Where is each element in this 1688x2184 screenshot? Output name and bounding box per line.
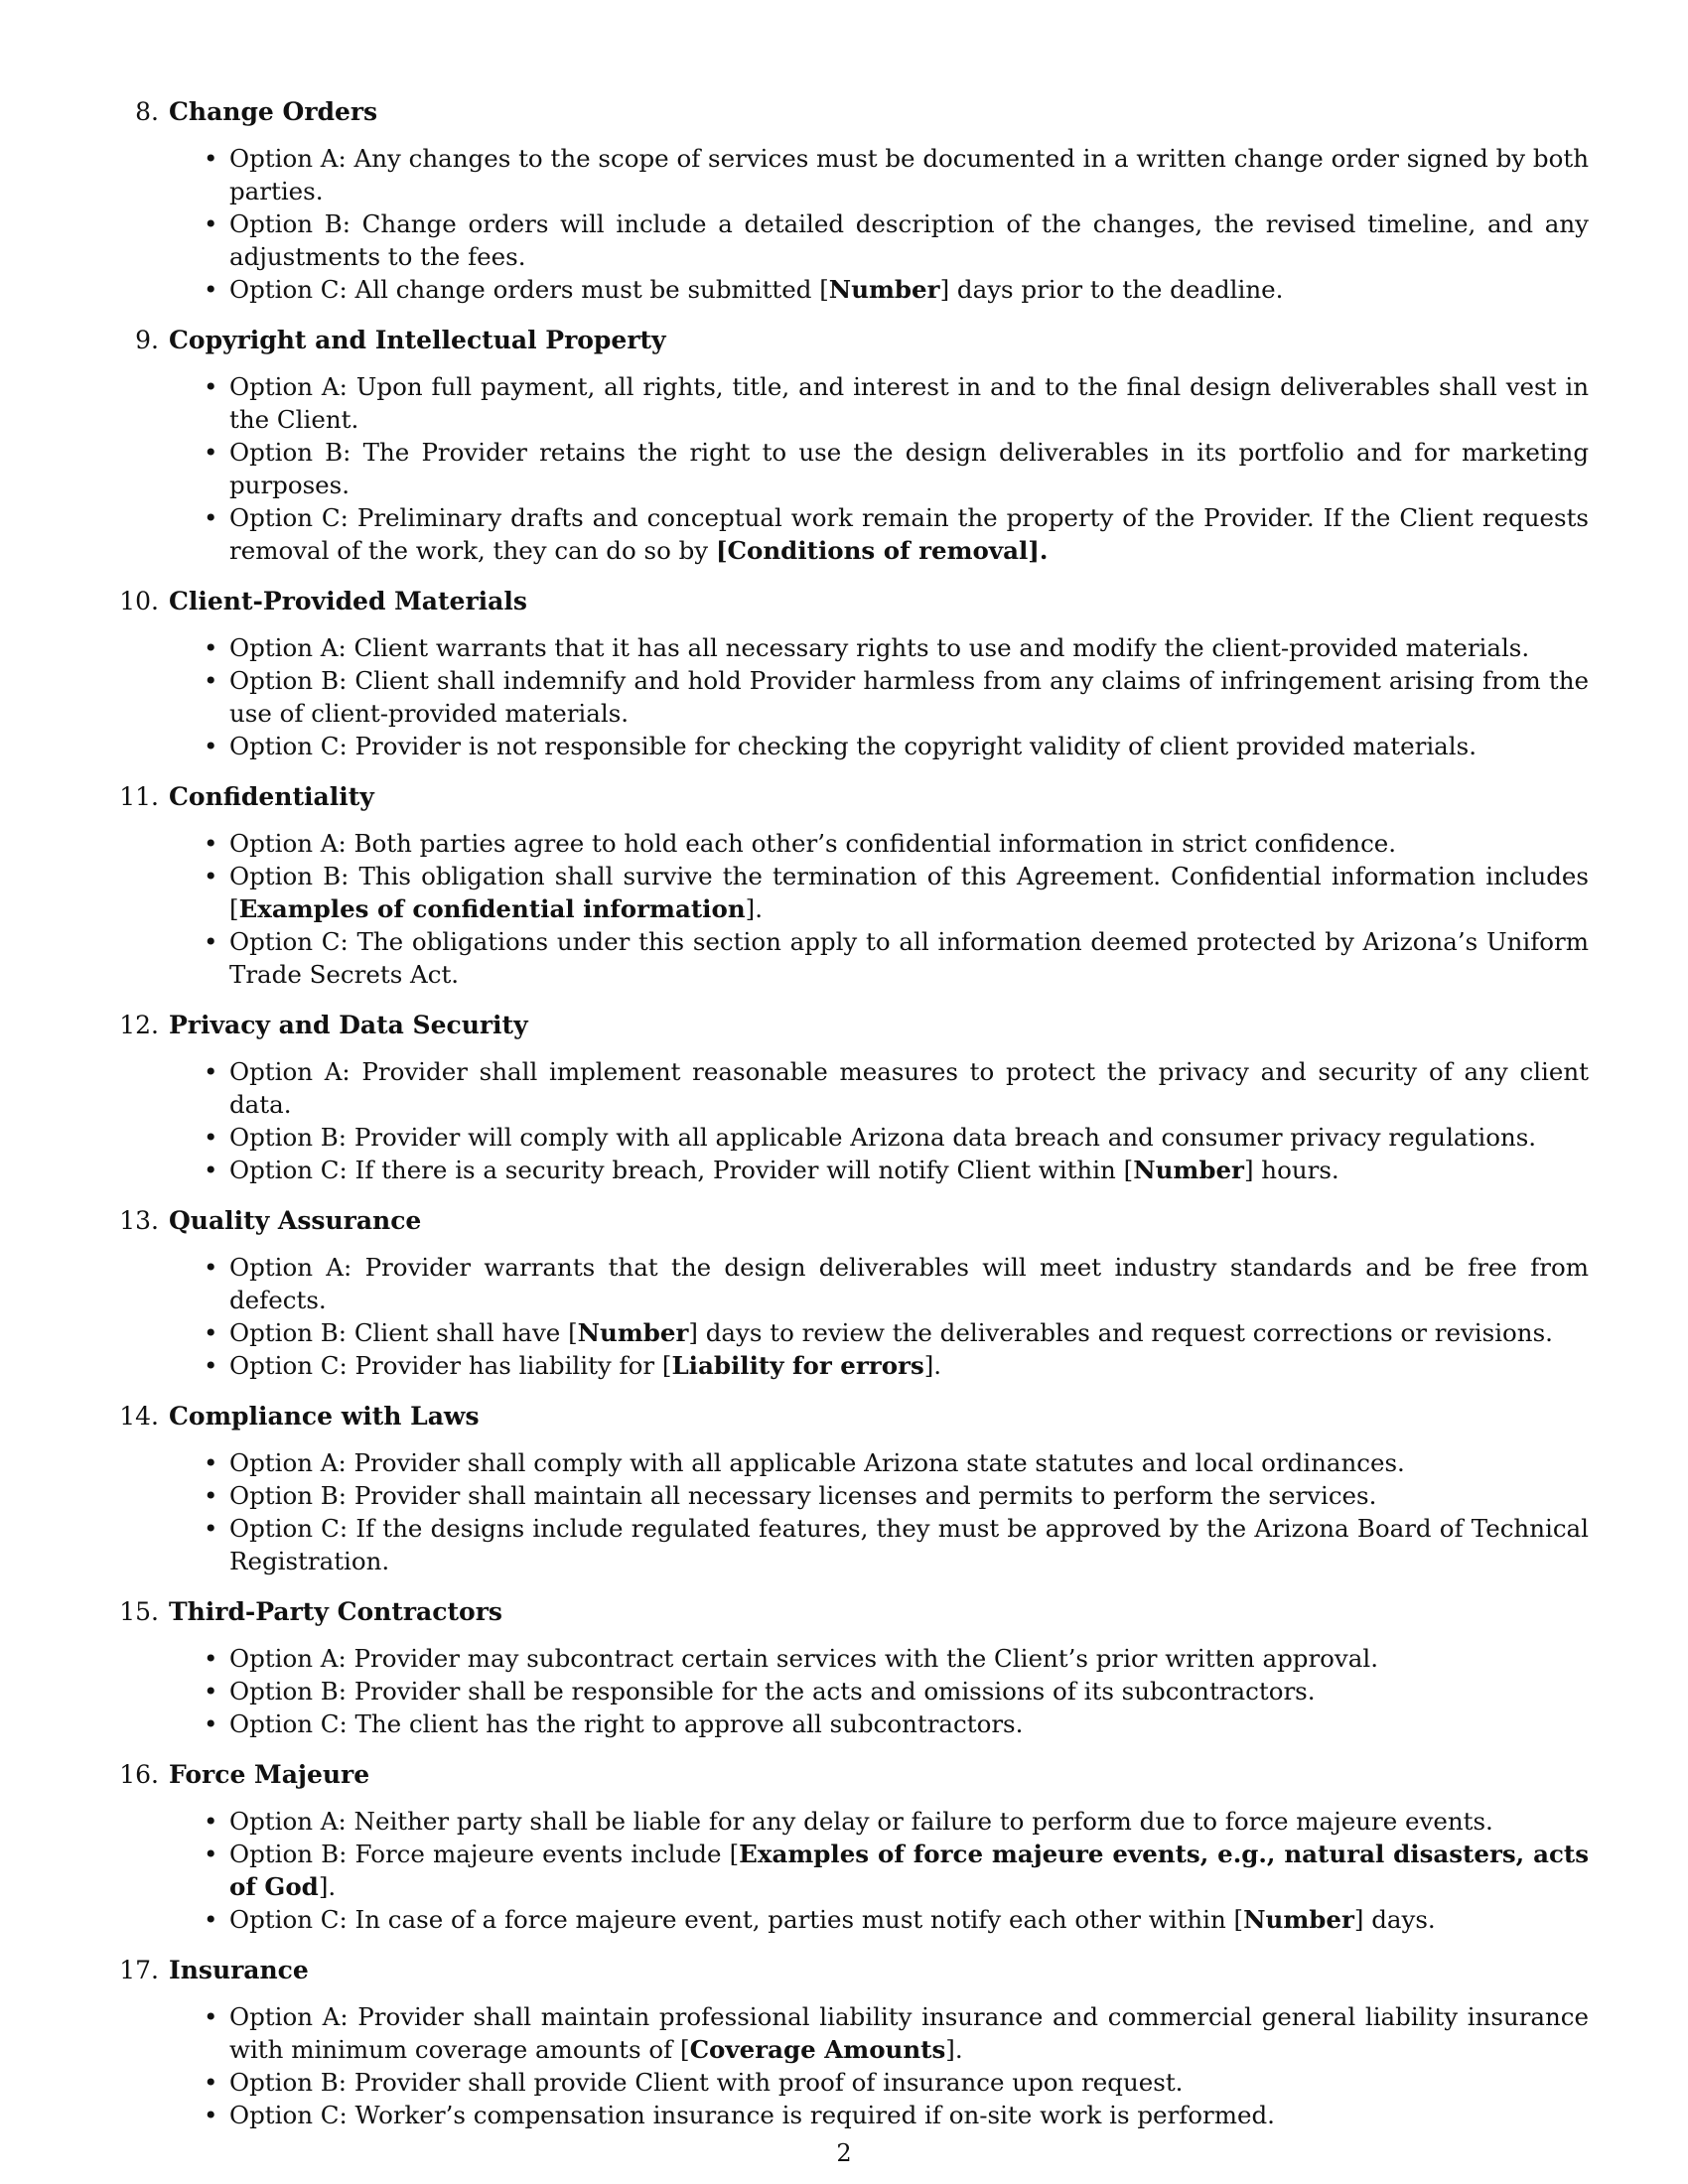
option-item: • Option B: This obligation shall survive the termination of this Agreement. Confidential information includes [Examples of confidential information]. — [169, 860, 1589, 925]
document-page — [119, 95, 1589, 2149]
section-heading — [119, 585, 1589, 617]
option-item: • Option A: Provider shall maintain professional liability insurance and commercial general liability insurance with minimum coverage amounts of [Coverage Amounts]. — [169, 2000, 1589, 2066]
option-item: • Option C: Worker’s compensation insurance is required if on-site work is performed. — [169, 2099, 1589, 2131]
option-item: • Option C: In case of a force majeure event, parties must notify each other within [Number] days. — [169, 1903, 1589, 1936]
option-item: • Option B: Client shall have [Number] days to review the deliverables and request corrections or revisions. — [169, 1316, 1589, 1349]
option-item: • Option B: The Provider retains the right to use the design deliverables in its portfolio and for marketing purposes. — [169, 436, 1589, 501]
section-heading — [119, 1009, 1589, 1041]
section-heading — [135, 95, 1589, 128]
section-number: 14. — [119, 1402, 159, 1431]
option-item: • Option C: The obligations under this section apply to all information deemed protected by Arizona’s Uniform Trade Secrets Act. — [169, 925, 1589, 991]
option-item: • Option B: Force majeure events include [Examples of force majeure events, e.g., natural disasters, acts of God]. — [169, 1838, 1589, 1903]
section-title: Force Majeure — [169, 1760, 370, 1789]
option-item: • Option C: The client has the right to approve all subcontractors. — [169, 1707, 1589, 1740]
option-item: • Option A: Provider shall implement reasonable measures to protect the privacy and security of any client data. — [169, 1055, 1589, 1121]
section-title: Privacy and Data Security — [169, 1011, 528, 1039]
option-item: • Option B: Provider shall be responsible for the acts and omissions of its subcontractors. — [169, 1675, 1589, 1707]
section-client-materials — [119, 585, 1589, 762]
section-title: Third-Party Contractors — [169, 1597, 502, 1626]
section-number: 9. — [135, 326, 159, 354]
section-heading — [119, 1204, 1589, 1237]
section-privacy — [119, 1009, 1589, 1186]
options-list — [169, 631, 1589, 762]
option-item: • Option A: Provider may subcontract certain services with the Client’s prior written approval. — [169, 1642, 1589, 1675]
section-title: Compliance with Laws — [169, 1402, 480, 1431]
section-heading — [119, 1758, 1589, 1791]
section-number: 10. — [119, 587, 159, 615]
section-change-orders — [135, 95, 1589, 306]
option-item: • Option C: Preliminary drafts and conceptual work remain the property of the Provider. If the Client requests removal of the work, they can do so by [Conditions of removal]. — [169, 501, 1589, 567]
options-list — [169, 1805, 1589, 1936]
option-item: • Option B: Change orders will include a detailed description of the changes, the revised timeline, and any adjustments to the fees. — [169, 207, 1589, 273]
section-number: 8. — [135, 97, 159, 126]
options-list — [169, 1642, 1589, 1740]
option-item: • Option C: All change orders must be submitted [Number] days prior to the deadline. — [169, 273, 1589, 306]
section-compliance — [119, 1400, 1589, 1577]
section-title: Client-Provided Materials — [169, 587, 527, 615]
option-item: • Option A: Client warrants that it has all necessary rights to use and modify the client-provided materials. — [169, 631, 1589, 664]
options-list — [169, 1446, 1589, 1577]
option-item: • Option A: Provider shall comply with all applicable Arizona state statutes and local ordinances. — [169, 1446, 1589, 1479]
section-number: 16. — [119, 1760, 159, 1789]
section-insurance — [119, 1954, 1589, 2131]
option-item: • Option B: Provider shall provide Client with proof of insurance upon request. — [169, 2066, 1589, 2099]
section-heading — [119, 1400, 1589, 1433]
section-copyright — [135, 324, 1589, 567]
option-item: • Option A: Neither party shall be liable for any delay or failure to perform due to force majeure events. — [169, 1805, 1589, 1838]
option-item: • Option A: Both parties agree to hold each other’s confidential information in strict confidence. — [169, 827, 1589, 860]
option-item: • Option C: Provider is not responsible for checking the copyright validity of client provided materials. — [169, 730, 1589, 762]
options-list — [169, 1251, 1589, 1382]
section-confidentiality — [119, 780, 1589, 991]
section-title: Quality Assurance — [169, 1206, 422, 1235]
section-number: 11. — [119, 782, 159, 811]
options-list — [169, 370, 1589, 567]
section-number: 17. — [119, 1956, 159, 1984]
section-number: 15. — [119, 1597, 159, 1626]
section-heading — [135, 324, 1589, 356]
section-number: 13. — [119, 1206, 159, 1235]
options-list — [169, 827, 1589, 991]
option-item: • Option C: If there is a security breach, Provider will notify Client within [Number] hours. — [169, 1154, 1589, 1186]
section-force-majeure — [119, 1758, 1589, 1936]
section-heading — [119, 780, 1589, 813]
section-title: Copyright and Intellectual Property — [169, 326, 666, 354]
section-number: 12. — [119, 1011, 159, 1039]
option-item: • Option C: Provider has liability for [Liability for errors]. — [169, 1349, 1589, 1382]
section-heading — [119, 1954, 1589, 1986]
option-item: • Option A: Upon full payment, all rights, title, and interest in and to the final design deliverables shall vest in the Client. — [169, 370, 1589, 436]
option-item: • Option A: Any changes to the scope of services must be documented in a written change order signed by both parties. — [169, 142, 1589, 207]
options-list — [169, 142, 1589, 306]
section-quality-assurance — [119, 1204, 1589, 1382]
option-item: • Option A: Provider warrants that the design deliverables will meet industry standards and be free from defects. — [169, 1251, 1589, 1316]
options-list — [169, 1055, 1589, 1186]
options-list — [169, 2000, 1589, 2131]
option-item: • Option B: Provider shall maintain all necessary licenses and permits to perform the services. — [169, 1479, 1589, 1512]
section-title: Confidentiality — [169, 782, 374, 811]
page-number: 2 — [836, 2139, 852, 2167]
section-heading — [119, 1595, 1589, 1628]
option-item: • Option B: Provider will comply with all applicable Arizona data breach and consumer privacy regulations. — [169, 1121, 1589, 1154]
section-title: Insurance — [169, 1956, 309, 1984]
section-title: Change Orders — [169, 97, 378, 126]
section-third-party — [119, 1595, 1589, 1740]
option-item: • Option B: Client shall indemnify and hold Provider harmless from any claims of infringement arising from the use of client-provided materials. — [169, 664, 1589, 730]
option-item: • Option C: If the designs include regulated features, they must be approved by the Arizona Board of Technical Registration. — [169, 1512, 1589, 1577]
